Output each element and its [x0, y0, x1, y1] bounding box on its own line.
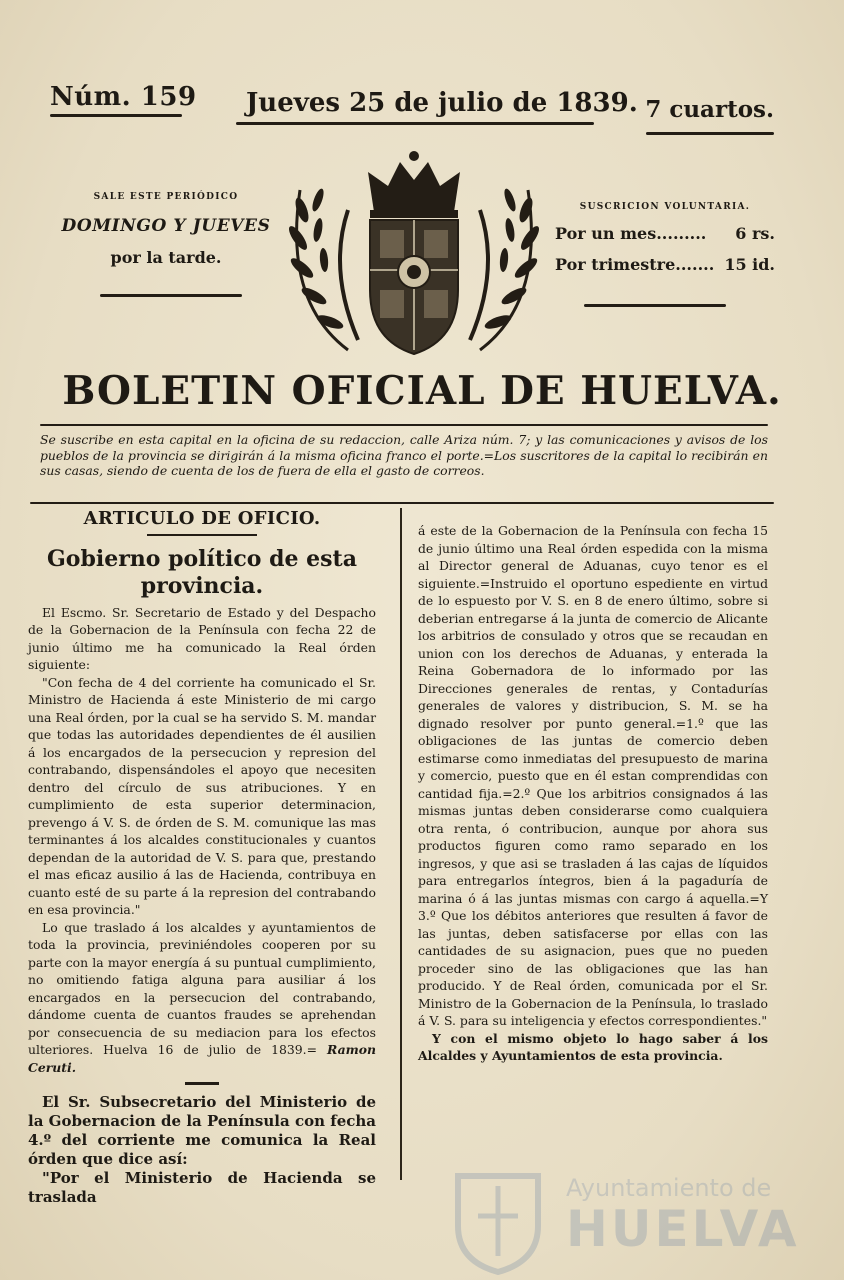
- issue-number: Núm. 159: [50, 82, 197, 112]
- second-article: [28, 1093, 376, 1207]
- price-row-value: 15 id.: [724, 255, 775, 274]
- rule-price: [646, 132, 774, 135]
- article-paragraph: [28, 919, 376, 1077]
- article-paragraph: Y con el mismo objeto lo hago saber á los Alcaldes y Ayuntamientos de esta provincia.: [418, 1030, 768, 1063]
- price-row-quarter: [555, 255, 775, 274]
- rule-number: [50, 114, 182, 117]
- article-paragraph: El Sr. Subsecretario del Ministerio de la Gobernacion de la Península con fecha 4.º del corriente me comunica la Real órden que dice así:: [28, 1093, 376, 1168]
- issue-price: 7 cuartos.: [645, 96, 774, 123]
- price-row-month: [555, 224, 775, 243]
- article-text: Lo que traslado á los alcaldes y ayuntamientos de toda la provincia, previniéndoles cooperen por su parte con la mayor energía á su puntual cumplimiento, no omitiendo fatiga alguna para ausiliar á los encargados en la persecucion del contrabando, dándome cuenta de cuantos fraudes se aprehendan por consecuencia de su mediacion para los efectos ulteriores. Huelva 16 de julio de 1839.=: [28, 919, 376, 1057]
- royal-crest-icon: [278, 150, 550, 362]
- days-label: DOMINGO Y JUEVES: [61, 216, 271, 236]
- rule-date: [236, 122, 594, 125]
- article-paragraph: El Escmo. Sr. Secretario de Estado y del Despacho de la Gobernacion de la Península con fecha 22 de junio último me ha comunicado la Real órden siguiente:: [28, 604, 376, 672]
- subscription-notice: Se suscribe en esta capital en la oficina de su redaccion, calle Ariza núm. 7; y las comunicaciones y avisos de los pueblos de la provincia se dirigirán á la misma oficina franco el porte.=Los suscritores de la capital lo recibirán en sus casas, siendo de cuenta de los de fuera de ella el gasto de correos.: [40, 432, 768, 478]
- article-paragraph: "Por el Ministerio de Hacienda se traslada: [28, 1169, 376, 1206]
- article-separator: [185, 1082, 219, 1085]
- watermark: [438, 1160, 800, 1280]
- column-divider: [400, 508, 402, 1180]
- sale-label: SALE ESTE PERIÓDICO: [93, 192, 239, 202]
- article-heading: Gobierno político de esta provincia.: [47, 545, 357, 599]
- price-row-value: 6 rs.: [735, 224, 775, 243]
- subscription-heading: SUSCRICION VOLUNTARIA.: [579, 202, 751, 212]
- column-right: [418, 522, 768, 1065]
- rule-title: [40, 424, 768, 426]
- watermark-line2: HUELVA: [566, 1200, 800, 1258]
- shield-icon: [448, 1166, 548, 1276]
- watermark-line1: Ayuntamiento de: [566, 1174, 772, 1202]
- article-paragraph: á este de la Gobernacion de la Península con fecha 15 de junio último una Real órden espedida con la misma al Director general de Aduanas, cuyo tenor es el siguiente.=Instruido el oportuno espediente en virtud de lo espuesto por V. S. en 8 de enero último, sobre si deberian entregarse á la junta de comercio de Alicante los arbitrios de consulado y otros que se recaudan en union con los derechos de Aduanas, y enterada la Reina Gobernadora de lo informado por las Direcciones generales de rentas, y Contadurías generales de valores y distribucion, S. M. se ha dignado resolver por punto general.=1.º que las obligaciones de las juntas de comercio deben estimarse como inmediatas del presupuesto de marina y comercio, puesto que en él estan comprendidas con cantidad fija.=2.º Que los arbitrios consignados á las mismas juntas deben considerarse como cualquiera otra renta, ó contribucion, aunque por ahora sus productos figuren como ramo separado en los ingresos, y que asi se trasladen á las cajas de líquidos para entregarlos íntegros, bien á la pagaduría de marina ó á las juntas mismas con cargo á aquella.=Y 3.º Que los débitos anteriores que resulten á favor de las juntas, deben satisfacerse por ellas con las cantidades de su asignacion, pues que no pueden proceder sino de las obligaciones que las han producido. Y de Real órden, comunicada por el Sr. Ministro de la Gobernacion de la Península, lo traslado á V. S. para su inteligencia y efectos correspondientes.": [418, 523, 768, 1028]
- rule-left-block: [100, 294, 242, 297]
- publication-days: [56, 192, 276, 267]
- column-left: [28, 510, 376, 1207]
- subscription-prices: [555, 202, 775, 274]
- article-paragraph: "Con fecha de 4 del corriente ha comunicado el Sr. Ministro de Hacienda á este Ministerio de mi cargo una Real órden, por la cual se ha servido S. M. mandar que todas las autoridades dependientes de él ausilien á los encargados de la persecucion y represion del contrabando, dispensándoles el apoyo que necesiten dentro del círculo de sus atribuciones. Y en cumplimiento de esta superior determinacion, prevengo á V. S. de órden de S. M. comunique las mas terminantes á los alcaldes constitucionales y cuantos dependan de la autoridad de V. S. para que, prestando el mas eficaz ausilio á las de Hacienda, contribuya en cuanto esté de su parte á la represion del contrabando en esa provincia.": [28, 674, 376, 917]
- signature: Ramon Ceruti.: [28, 1042, 376, 1075]
- rule-notice: [30, 502, 774, 504]
- masthead-top-line: [48, 78, 774, 128]
- time-label: por la tarde.: [110, 248, 222, 267]
- section-heading: ARTICULO DE OFICIO.: [83, 508, 321, 529]
- section-rule: [147, 534, 257, 536]
- price-row-label: Por un mes.........: [555, 224, 707, 243]
- rule-right-block: [584, 304, 726, 307]
- issue-date: Jueves 25 de julio de 1839.: [246, 88, 638, 118]
- newspaper-title: BOLETIN OFICIAL DE HUELVA.: [62, 368, 782, 414]
- price-row-label: Por trimestre.......: [555, 255, 715, 274]
